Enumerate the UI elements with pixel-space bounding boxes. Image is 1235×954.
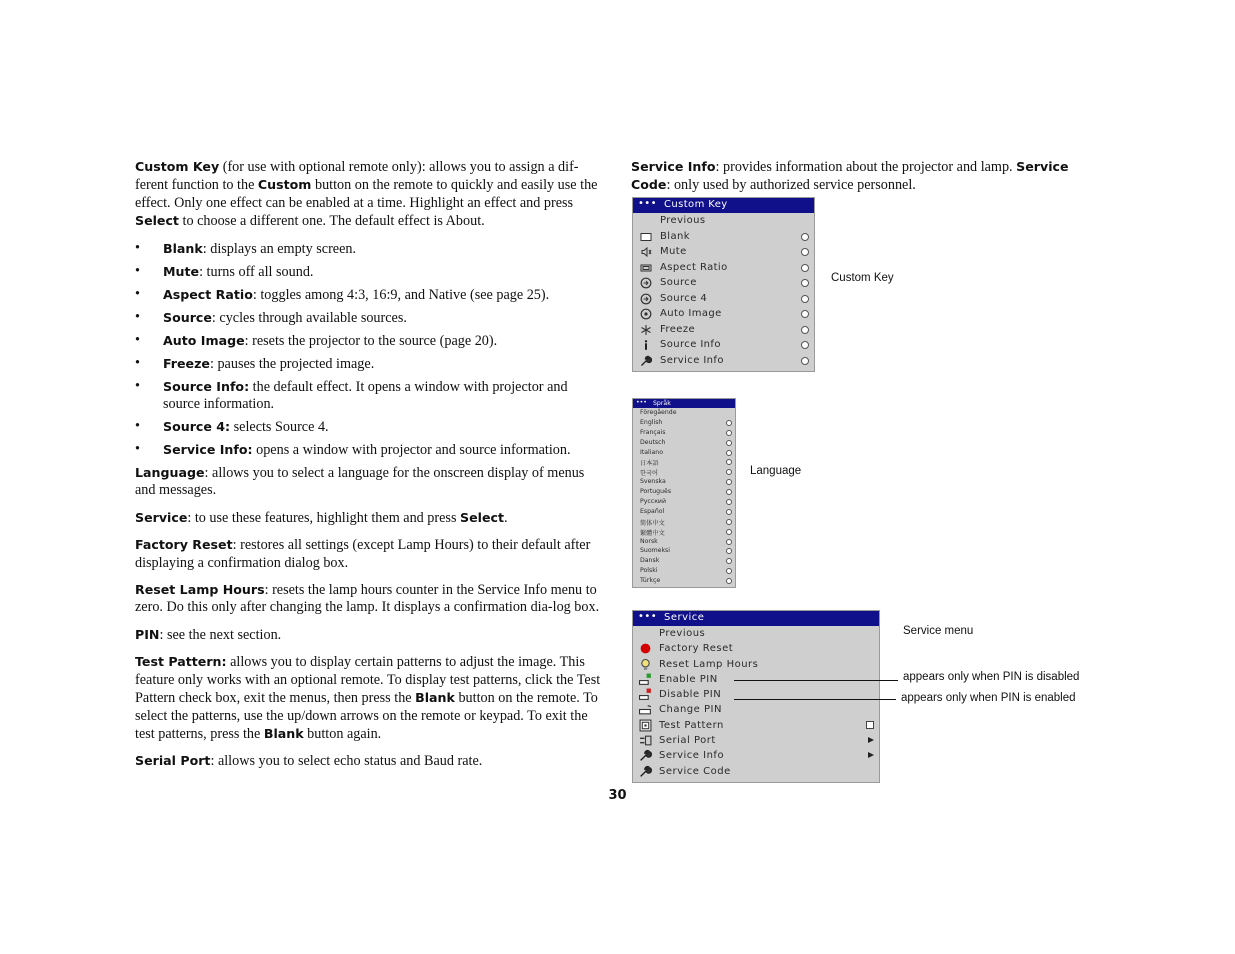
radio-button[interactable]: [801, 233, 809, 241]
pin-paragraph: PIN: see the next section.: [135, 626, 282, 643]
menu-item-source[interactable]: [633, 275, 814, 291]
radio-button[interactable]: [726, 430, 732, 436]
radio-button[interactable]: [801, 326, 809, 334]
menu-dots: •••: [636, 399, 647, 406]
menu-dots: •••: [638, 198, 657, 209]
bullet: •: [135, 239, 140, 256]
menu-item-serial-port[interactable]: [633, 733, 879, 748]
language-option-label: Dansk: [640, 557, 660, 565]
radio-button[interactable]: [726, 548, 732, 554]
language-caption: Language: [750, 465, 802, 477]
radio-button[interactable]: [726, 578, 732, 584]
menu-item-source-info[interactable]: [633, 337, 814, 353]
language-option[interactable]: [633, 537, 735, 547]
list-item: • Auto Image: resets the projector to the source (page 20).: [135, 331, 498, 349]
factory-reset-paragraph: Factory Reset: restores all settings (except Lamp Hours) to their default after displaying a confirmation dialog box.: [135, 537, 591, 571]
language-option[interactable]: [633, 527, 735, 537]
bullet: •: [135, 441, 140, 458]
language-option[interactable]: [633, 517, 735, 527]
list-item: • Service Info: opens a window with projector and source information.: [135, 441, 571, 459]
language-option-label: Pyccкий: [640, 498, 666, 506]
language-paragraph: Language: allows you to select a language for the onscreen display of menus and messages.: [135, 465, 585, 499]
radio-button[interactable]: [726, 479, 732, 485]
radio-button[interactable]: [726, 558, 732, 564]
language-option[interactable]: [633, 418, 735, 428]
menu-item-test-pattern[interactable]: [633, 718, 879, 733]
service-menu: [632, 610, 880, 783]
radio-button[interactable]: [801, 310, 809, 318]
radio-button[interactable]: [726, 450, 732, 456]
menu-item-service-info[interactable]: [633, 748, 879, 763]
language-option-label: Français: [640, 428, 666, 436]
bullet: •: [135, 262, 140, 279]
menu-item-previous[interactable]: Previous: [659, 628, 706, 639]
service-menu-caption: Service menu: [903, 625, 974, 637]
list-item: • Aspect Ratio: toggles among 4:3, 16:9, and Native (see page 25).: [135, 285, 550, 303]
reset-lamp-paragraph: Reset Lamp Hours: resets the lamp hours counter in the Service Info menu to zero. Do this only after changing the lamp. It displays a confirmation dia-log box.: [135, 582, 600, 616]
language-items: [633, 418, 735, 586]
radio-button[interactable]: [801, 357, 809, 365]
menu-item-source-4[interactable]: [633, 291, 814, 307]
radio-button[interactable]: [726, 539, 732, 545]
bullet: •: [135, 377, 140, 394]
list-item: • Source Info: the default effect. It opens a window with projector and source information.: [135, 377, 568, 413]
menu-item-reset-lamp-hours[interactable]: [633, 657, 879, 672]
list-item: • Source 4: selects Source 4.: [135, 418, 329, 436]
menu-item-mute[interactable]: [633, 244, 814, 260]
service-items: [633, 641, 879, 779]
menu-item-change-pin[interactable]: [633, 702, 879, 717]
language-option-label: 한국어: [640, 470, 658, 478]
menu-item-freeze[interactable]: [633, 322, 814, 338]
language-option-label: Español: [640, 507, 665, 515]
menu-item-factory-reset[interactable]: [633, 641, 879, 656]
bullet: •: [135, 331, 140, 348]
radio-button[interactable]: [726, 459, 732, 465]
list-item: • Source: cycles through available sources.: [135, 308, 407, 326]
radio-button[interactable]: [801, 264, 809, 272]
menu-item-label: Service Info: [660, 354, 724, 366]
language-option[interactable]: [633, 438, 735, 448]
language-option-label: Deutsch: [640, 438, 666, 446]
menu-header: [633, 611, 879, 626]
page-number: 30: [608, 788, 627, 803]
test-pattern-paragraph: Test Pattern: allows you to display certain patterns to adjust the image. This feature only works with an optional remote. To display test patterns, click the Test Pattern check box, exit the menus, then press the Blank button on the remote. To select the patterns, use the up/down arrows on the remote or keypad. To exit the test patterns, press the Blank button again.: [135, 654, 601, 742]
leader-line-enable-pin: [734, 680, 898, 681]
list-item: • Freeze: pauses the projected image.: [135, 354, 375, 372]
language-option[interactable]: [633, 477, 735, 487]
menu-item-label: Serial Port: [659, 735, 716, 747]
radio-button[interactable]: [726, 519, 732, 525]
pin-disabled-note: appears only when PIN is disabled: [903, 671, 1080, 683]
leader-line-disable-pin: [734, 699, 896, 700]
radio-button[interactable]: [726, 420, 732, 426]
menu-header: [633, 399, 735, 408]
submenu-arrow-icon[interactable]: [868, 737, 874, 743]
menu-item-label: Reset Lamp Hours: [659, 658, 759, 670]
submenu-arrow-icon[interactable]: [868, 752, 874, 758]
custom-key-caption: Custom Key: [831, 272, 894, 284]
menu-item-previous[interactable]: Previous: [660, 215, 706, 226]
menu-item-aspect-ratio[interactable]: [633, 260, 814, 276]
radio-button[interactable]: [726, 568, 732, 574]
language-option-label: Türkçe: [640, 577, 661, 585]
menu-item-label: Change PIN: [659, 704, 722, 716]
language-option[interactable]: [633, 457, 735, 467]
list-item: • Mute: turns off all sound.: [135, 262, 314, 280]
test-pattern-checkbox[interactable]: [866, 721, 874, 729]
language-menu: [632, 398, 736, 588]
bullet: •: [135, 285, 140, 302]
wrench-icon: [640, 355, 652, 370]
menu-item-label: Source: [660, 277, 697, 288]
language-option[interactable]: [633, 497, 735, 507]
language-option[interactable]: [633, 576, 735, 586]
language-option-label: 简体中文: [640, 519, 665, 527]
bullet: •: [135, 308, 140, 325]
radio-button[interactable]: [801, 279, 809, 287]
radio-button[interactable]: [801, 341, 809, 349]
bullet: •: [135, 354, 140, 371]
language-option[interactable]: [633, 566, 735, 576]
menu-item-label: Freeze: [660, 323, 696, 335]
menu-item-label: Factory Reset: [659, 643, 734, 655]
service-paragraph: Service: to use these features, highlight them and press Select.: [135, 509, 508, 526]
language-option[interactable]: [633, 467, 735, 477]
language-option-label: 日本語: [640, 460, 659, 468]
pin-enabled-note: appears only when PIN is enabled: [901, 692, 1076, 704]
menu-item-service-code[interactable]: [633, 764, 879, 779]
menu-item-label: Service Info: [659, 750, 725, 762]
menu-item-label: Mute: [660, 246, 687, 257]
menu-title: Service: [664, 612, 705, 623]
radio-button[interactable]: [726, 509, 732, 515]
list-item: • Blank: displays an empty screen.: [135, 239, 357, 257]
language-option-label: Português: [640, 488, 672, 496]
menu-item-label: Source Info: [660, 339, 721, 350]
language-option[interactable]: [633, 448, 735, 458]
language-option[interactable]: [633, 507, 735, 517]
language-option-label: Suomeksi: [640, 547, 670, 555]
menu-dots: •••: [638, 611, 658, 622]
custom-key-items: [633, 229, 814, 369]
custom-key-menu: [632, 197, 815, 372]
menu-item-label: Enable PIN: [659, 673, 718, 685]
menu-item-blank[interactable]: [633, 229, 814, 245]
language-option-label: Italiano: [640, 448, 663, 456]
radio-button[interactable]: [801, 295, 809, 303]
language-option[interactable]: [633, 487, 735, 497]
language-option-label: Svenska: [640, 478, 666, 486]
left-column: [135, 158, 605, 780]
menu-item-previous[interactable]: Föregående: [640, 409, 677, 416]
menu-item-label: Source 4: [660, 292, 708, 304]
radio-button[interactable]: [726, 529, 732, 535]
menu-item-label: Aspect Ratio: [660, 261, 728, 273]
wrench-icon: [639, 765, 652, 781]
language-option-label: Norsk: [640, 537, 658, 545]
radio-button[interactable]: [726, 489, 732, 495]
custom-key-effects-list: [135, 240, 605, 460]
radio-button[interactable]: [801, 248, 809, 256]
language-option[interactable]: [633, 428, 735, 438]
menu-item-label: Disable PIN: [659, 689, 722, 701]
service-info-paragraph: Service Info: provides information about the projector and lamp. Service Code: only used by authorized service personnel.: [631, 159, 1069, 194]
custom-key-paragraph: Custom Key (for use with optional remote only): allows you to assign a dif-ferent function to the Custom button on the remote to quickly and easily use the effect. Only one effect can be enabled at a time. Highlight an effect and press Select to choose a different one. The default effect is About.: [135, 159, 598, 230]
language-option-label: 繁體中文: [640, 529, 665, 537]
menu-item-auto-image[interactable]: [633, 306, 814, 322]
bullet: •: [135, 418, 140, 435]
language-option[interactable]: [633, 556, 735, 566]
menu-item-label: Auto Image: [660, 308, 722, 319]
menu-item-service-info[interactable]: [633, 353, 814, 369]
menu-title: Custom Key: [664, 199, 728, 210]
menu-header: [633, 198, 814, 213]
menu-item-label: Blank: [660, 230, 690, 242]
language-option[interactable]: [633, 546, 735, 556]
menu-item-disable-pin[interactable]: [633, 687, 879, 702]
menu-item-label: Service Code: [659, 765, 731, 777]
serial-port-paragraph: Serial Port: allows you to select echo status and Baud rate.: [135, 753, 483, 770]
radio-button[interactable]: [726, 469, 732, 475]
menu-item-label: Test Pattern: [659, 719, 724, 731]
menu-title: Språk: [653, 400, 671, 407]
radio-button[interactable]: [726, 440, 732, 446]
radio-button[interactable]: [726, 499, 732, 505]
language-option-label: English: [640, 418, 663, 426]
language-option-label: Polski: [640, 567, 658, 575]
